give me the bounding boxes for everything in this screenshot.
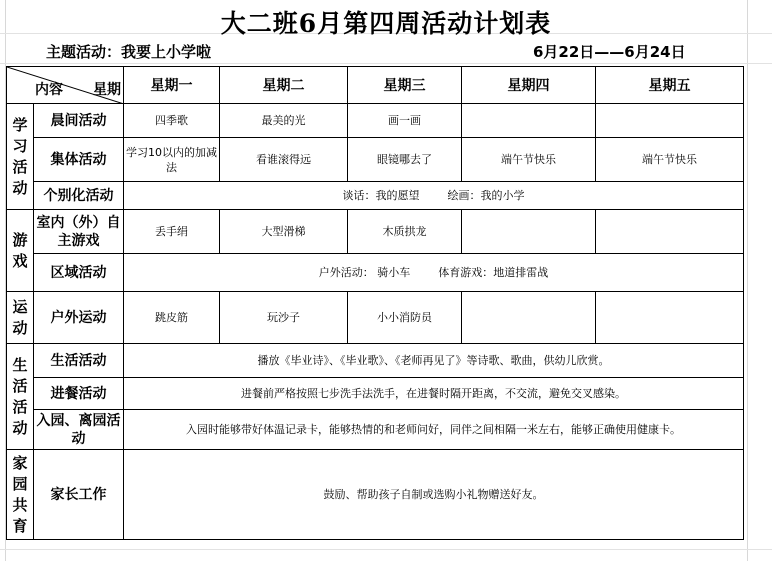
table-cell [462, 210, 596, 254]
category-home: 家园共育 [7, 450, 34, 540]
table-cell [596, 104, 744, 138]
table-cell: 玩沙子 [220, 292, 348, 344]
individual-part1: 谈话：我的愿望 [342, 189, 420, 202]
table-row [7, 410, 744, 450]
row-label-parent: 家长工作 [34, 450, 124, 540]
row-label-area: 区域活动 [34, 254, 124, 292]
area-part1: 户外活动： 骑小车 [318, 266, 411, 279]
category-study: 学习活动 [7, 104, 34, 210]
table-cell: 木质拱龙 [348, 210, 462, 254]
corner-week-label: 星期 [93, 82, 121, 98]
row-label-group: 集体活动 [34, 138, 124, 182]
table-cell: 端午节快乐 [596, 138, 744, 182]
corner-header [7, 67, 124, 104]
row-label-morning: 晨间活动 [34, 104, 124, 138]
day-header-wed: 星期三 [348, 67, 462, 104]
individual-activity-cell [124, 182, 744, 210]
table-cell: 最美的光 [220, 104, 348, 138]
row-label-individual: 个别化活动 [34, 182, 124, 210]
area-activity-cell [124, 254, 744, 292]
row-label-meal: 进餐活动 [34, 378, 124, 410]
table-cell: 看谁滚得远 [220, 138, 348, 182]
table-cell: 学习10以内的加减法 [124, 138, 220, 182]
table-cell: 跳皮筋 [124, 292, 220, 344]
row-label-indoor: 室内（外）自主游戏 [34, 210, 124, 254]
table-cell [462, 104, 596, 138]
day-header-fri: 星期五 [596, 67, 744, 104]
table-row [7, 378, 744, 410]
date-range: 6月22日——6月24日 [533, 43, 686, 61]
table-cell: 四季歌 [124, 104, 220, 138]
parent-work-cell: 鼓励、帮助孩子自制或选购小礼物赠送好友。 [124, 450, 744, 540]
category-life: 生活活动 [7, 344, 34, 450]
table-cell: 小小消防员 [348, 292, 462, 344]
corner-content-label: 内容 [35, 82, 63, 98]
category-sport: 运动 [7, 292, 34, 344]
day-header-mon: 星期一 [124, 67, 220, 104]
row-label-entry: 入园、离园活动 [34, 410, 124, 450]
day-header-tue: 星期二 [220, 67, 348, 104]
table-row [7, 182, 744, 210]
day-header-thu: 星期四 [462, 67, 596, 104]
table-row [7, 292, 744, 344]
category-game: 游戏 [7, 210, 34, 292]
individual-part2: 绘画：我的小学 [447, 189, 525, 202]
table-row [7, 104, 744, 138]
table-row [7, 210, 744, 254]
page-title: 大二班6月第四周活动计划表 [220, 9, 552, 38]
row-label-outdoor: 户外运动 [34, 292, 124, 344]
meal-activity-cell: 进餐前严格按照七步洗手法洗手，在进餐时隔开距离，不交流，避免交叉感染。 [124, 378, 744, 410]
table-cell: 大型滑梯 [220, 210, 348, 254]
entry-activity-cell: 入园时能够带好体温记录卡，能够热情的和老师问好，同伴之间相隔一米左右，能够正确使用健康卡。 [124, 410, 744, 450]
table-cell: 眼镜哪去了 [348, 138, 462, 182]
activity-plan-table [6, 66, 744, 540]
table-row [7, 344, 744, 378]
table-row [7, 138, 744, 182]
table-cell: 丢手绢 [124, 210, 220, 254]
area-part2: 体育游戏：地道排雷战 [438, 266, 549, 279]
life-activity-cell: 播放《毕业诗》、《毕业歌》、《老师再见了》等诗歌、歌曲，供幼儿欣赏。 [124, 344, 744, 378]
table-cell: 端午节快乐 [462, 138, 596, 182]
table-cell [596, 292, 744, 344]
table-cell: 画一画 [348, 104, 462, 138]
row-label-life: 生活活动 [34, 344, 124, 378]
table-cell [596, 210, 744, 254]
header-row [7, 67, 744, 104]
table-row [7, 450, 744, 540]
table-cell [462, 292, 596, 344]
theme-label: 主题活动：我要上小学啦 [46, 43, 212, 61]
table-row [7, 254, 744, 292]
